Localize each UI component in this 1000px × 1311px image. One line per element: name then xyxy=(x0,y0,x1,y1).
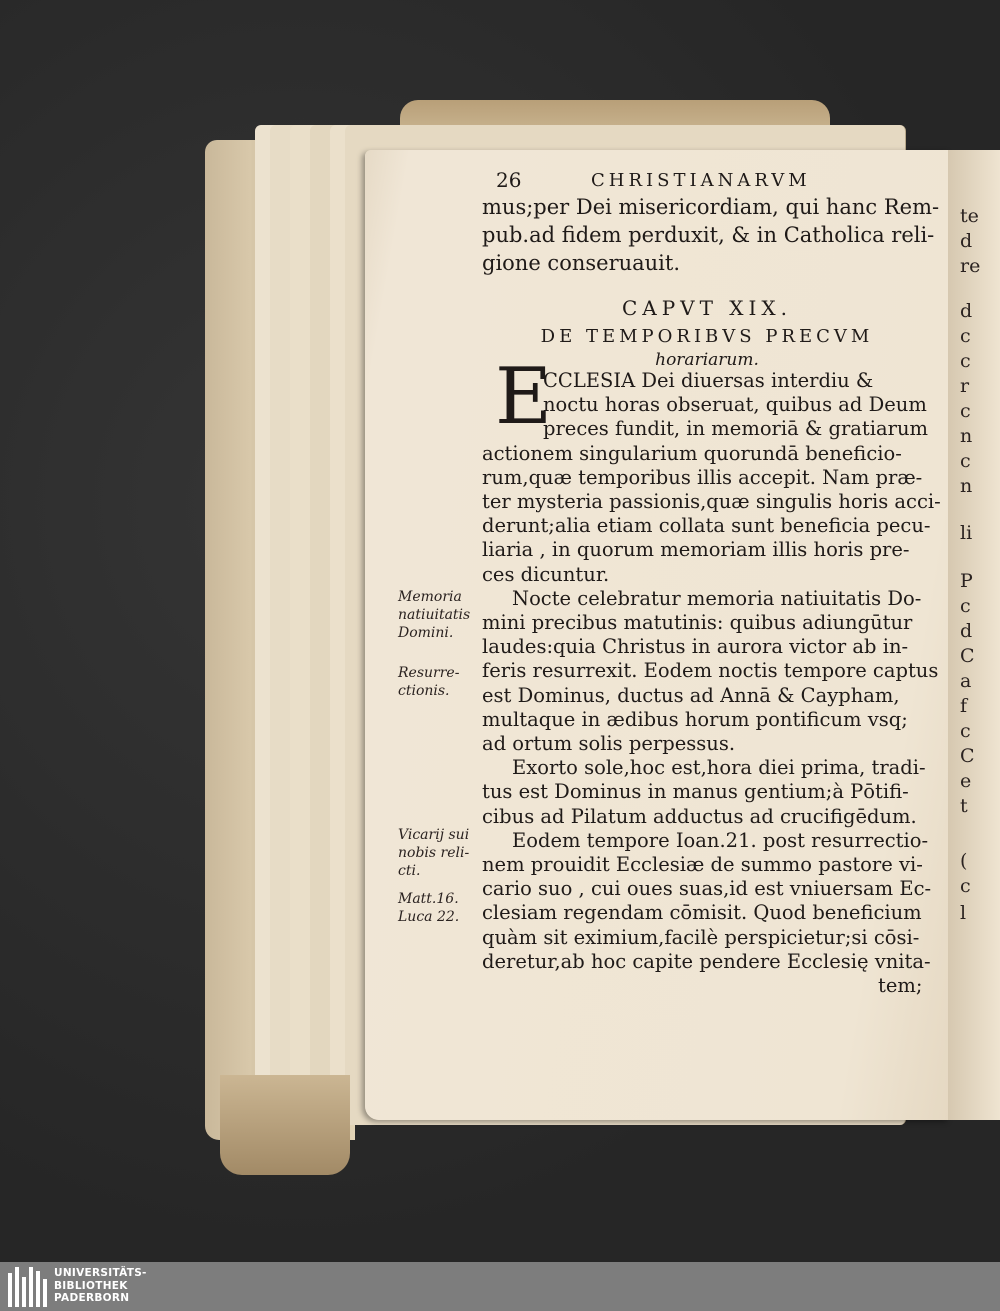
facing-page-fragment: e xyxy=(960,770,972,792)
text-line: derunt;alia etiam collata sunt beneficia pecu- xyxy=(482,514,931,538)
margin-note xyxy=(398,588,470,642)
text-line: clesiam regendam cōmisit. Quod beneficium xyxy=(482,901,922,925)
text-line: deretur,ab hoc capite pendere Ecclesię vnita- xyxy=(482,949,931,973)
drop-cap: E xyxy=(495,352,552,442)
chapter-title: CAPVT XIX. xyxy=(621,296,793,320)
margin-note-line: natiuitatis xyxy=(398,607,471,623)
text-line: actionem singularium quorundā beneficio- xyxy=(482,441,902,465)
facing-page-fragment: n xyxy=(960,425,973,447)
margin-note-line: Resurre- xyxy=(398,665,460,681)
text-line: quàm sit eximium,facilè perspicietur;si cōsi- xyxy=(482,925,920,949)
text-line: feris resurrexit. Eodem noctis tempore captus xyxy=(482,659,939,683)
text-line: ces dicuntur. xyxy=(482,562,610,586)
facing-page-fragment: c xyxy=(960,720,971,742)
text-line: noctu horas obseruat, quibus ad Deum xyxy=(543,393,927,417)
facing-page-fragment: n xyxy=(960,475,973,497)
library-logo-icon xyxy=(8,1267,48,1307)
margin-note-line: Memoria xyxy=(398,589,462,605)
text-line: ad ortum solis perpessus. xyxy=(482,732,736,755)
text-line: tem; xyxy=(878,974,923,997)
text-line: Exorto sole,hoc est,hora diei prima, tradi- xyxy=(512,756,926,780)
margin-note xyxy=(398,826,469,880)
book-spine-bottom xyxy=(220,1075,350,1175)
facing-page-edge xyxy=(948,150,1000,1120)
text-line: mus;per Dei misericordiam, qui hanc Rem- xyxy=(482,195,940,219)
text-line: pub.ad fidem perduxit, & in Catholica reli- xyxy=(482,223,935,247)
margin-note-line: cti. xyxy=(398,863,421,879)
facing-page-fragment: a xyxy=(960,670,972,692)
library-name-line: PADERBORN xyxy=(54,1292,130,1304)
library-name-line: BIBLIOTHEK xyxy=(54,1279,128,1292)
page-number: 26 xyxy=(496,168,522,192)
facing-page-fragment: C xyxy=(960,745,975,767)
library-name xyxy=(54,1267,147,1305)
facing-page-fragment: c xyxy=(960,325,971,347)
facing-page-fragment: d xyxy=(960,300,973,322)
margin-note xyxy=(398,890,459,926)
page-header xyxy=(496,168,926,198)
text-line: preces fundit, in memoriā & gratiarum xyxy=(543,417,928,441)
text-line: mini precibus matutinis: quibus adiungūtur xyxy=(482,611,913,634)
text-line: CCLESIA Dei diuersas interdiu & xyxy=(543,369,874,392)
text-line: ter mysteria passionis,quæ singulis horis acci- xyxy=(482,490,941,513)
facing-page-fragment: f xyxy=(960,695,968,717)
text-line: tus est Dominus in manus gentium;à Pōtifi- xyxy=(482,780,909,804)
text-line: Nocte celebratur memoria natiuitatis Do- xyxy=(512,586,922,610)
text-line: Eodem tempore Ioan.21. post resurrectio- xyxy=(512,828,929,852)
margin-note-line: Vicarij sui xyxy=(398,827,470,843)
facing-page-fragment: c xyxy=(960,400,971,422)
facing-page-fragment: r xyxy=(960,375,970,397)
facing-page-fragment: d xyxy=(960,620,973,642)
margin-note-line: ctionis. xyxy=(398,683,450,699)
chapter-subheading: horariarum. xyxy=(655,350,759,370)
margin-note-line: Matt.16. xyxy=(398,891,459,907)
facing-page-fragment: c xyxy=(960,595,971,617)
facing-page-fragment: c xyxy=(960,350,971,372)
text-line: est Dominus, ductus ad Annā & Caypham, xyxy=(482,683,900,707)
facing-page-fragment: te xyxy=(960,205,979,227)
facing-page-fragment: c xyxy=(960,450,971,472)
text-line: laudes:quia Christus in aurora victor ab in- xyxy=(482,635,909,659)
library-footer xyxy=(0,1262,1000,1311)
text-line: cibus ad Pilatum adductus ad crucifigēdum. xyxy=(482,804,917,828)
text-line: multaque in ædibus horum pontificum vsq; xyxy=(482,707,908,731)
facing-page-fragment: C xyxy=(960,645,975,667)
text-line: rum,quæ temporibus illis accepit. Nam præ- xyxy=(482,465,923,489)
text-line: nem prouidit Ecclesiæ de summo pastore vi- xyxy=(482,853,923,876)
facing-page-fragment: c xyxy=(960,875,971,897)
text-line: cario suo , cui oues suas,id est vniuersam Ec- xyxy=(482,877,932,901)
library-name-line: UNIVERSITÄTS- xyxy=(54,1267,147,1279)
facing-page-fragment: ( xyxy=(960,850,968,872)
facing-page-fragment: l xyxy=(960,902,967,924)
text-line: gione conseruauit. xyxy=(482,251,681,275)
facing-page-fragment: li xyxy=(960,522,973,544)
facing-page-fragment: d xyxy=(960,230,973,252)
facing-page-fragment: t xyxy=(960,795,968,817)
text-line: liaria , in quorum memoriam illis horis pre- xyxy=(482,538,910,562)
chapter-heading: DE TEMPORIBVS PRECVM xyxy=(540,326,874,347)
margin-note-line: Luca 22. xyxy=(398,909,460,925)
facing-page-fragment: re xyxy=(960,255,981,277)
margin-note-line: nobis reli- xyxy=(398,845,470,861)
running-head: CHRISTIANARVM xyxy=(591,170,811,191)
margin-note xyxy=(398,664,459,700)
margin-note-line: Domini. xyxy=(398,625,454,641)
facing-page-fragment: P xyxy=(960,570,973,592)
